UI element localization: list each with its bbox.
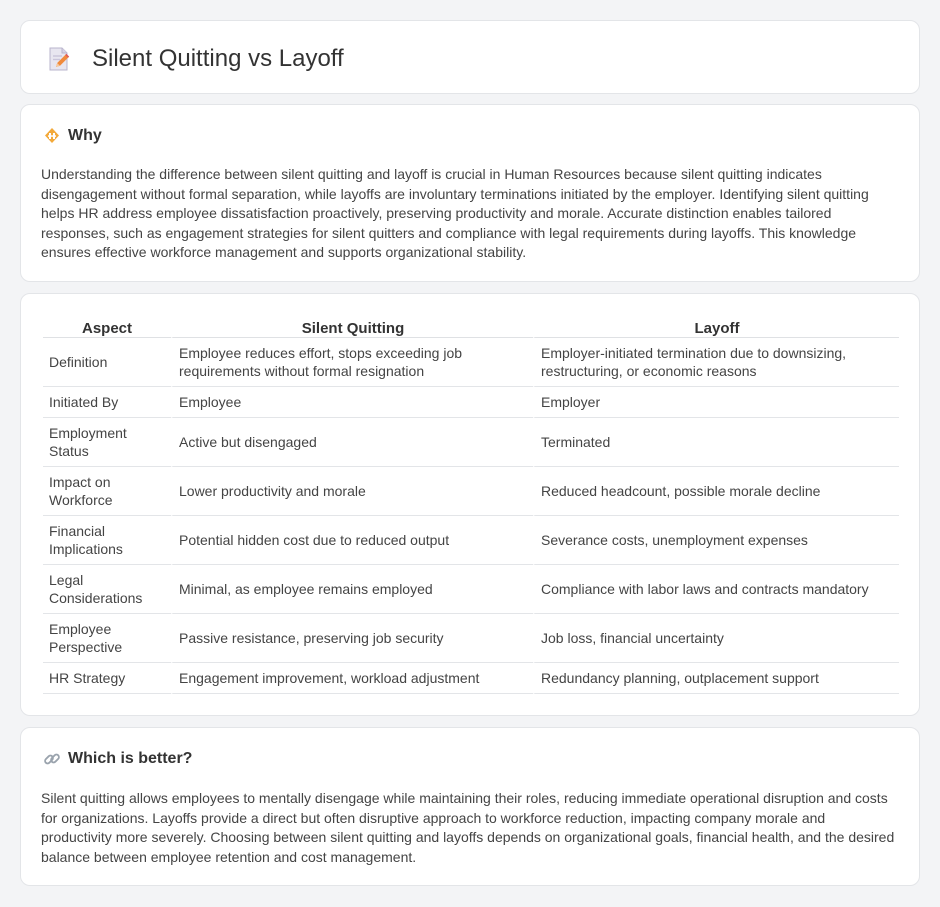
aspect-cell: Employment Status [43, 418, 171, 467]
layoff-cell: Employer [533, 387, 899, 418]
table-row [43, 387, 899, 418]
header-layoff: Layoff [533, 315, 899, 338]
aspect-cell: Employee Perspective [43, 614, 171, 663]
table-header-row [43, 315, 899, 338]
silent-quitting-cell: Lower productivity and morale [171, 467, 533, 516]
header-silent-quitting: Silent Quitting [171, 315, 533, 338]
silent-quitting-cell: Active but disengaged [171, 418, 533, 467]
aspect-cell: HR Strategy [43, 663, 171, 694]
header-card [20, 20, 920, 94]
better-body: Silent quitting allows employees to mentally disengage while maintaining their roles, reducing immediate operational disruption and costs for organizations. Layoffs provide a direct but often disruptive approach to workforce reduction, impacting company morale and productivity more severely. Choosing between silent quitting and layoffs depends on organizational goals, financial health, and the desired balance between employee retention and cost management. [41, 790, 895, 865]
table-row [43, 418, 899, 467]
silent-quitting-cell: Engagement improvement, workload adjustment [171, 663, 533, 694]
comparison-table [43, 315, 899, 694]
why-card [20, 104, 920, 282]
silent-quitting-cell: Minimal, as employee remains employed [171, 565, 533, 614]
aspect-cell: Initiated By [43, 387, 171, 418]
why-heading [43, 125, 102, 147]
aspect-cell: Definition [43, 338, 171, 387]
lightbulb-icon [43, 127, 61, 145]
document-pencil-icon [47, 46, 71, 72]
silent-quitting-cell: Employee [171, 387, 533, 418]
table-row [43, 467, 899, 516]
aspect-cell: Financial Implications [43, 516, 171, 565]
table-row [43, 663, 899, 694]
silent-quitting-cell: Passive resistance, preserving job security [171, 614, 533, 663]
silent-quitting-cell: Potential hidden cost due to reduced output [171, 516, 533, 565]
layoff-cell: Redundancy planning, outplacement support [533, 663, 899, 694]
layoff-cell: Job loss, financial uncertainty [533, 614, 899, 663]
table-row [43, 565, 899, 614]
why-title: Why [68, 127, 102, 144]
which-is-better-card [20, 727, 920, 886]
silent-quitting-cell: Employee reduces effort, stops exceeding job requirements without formal resignation [171, 338, 533, 387]
table-row [43, 614, 899, 663]
layoff-cell: Compliance with labor laws and contracts mandatory [533, 565, 899, 614]
why-body: Understanding the difference between silent quitting and layoff is crucial in Human Resources because silent quitting indicates disengagement without formal separation, while layoffs are involuntary terminations initiated by the employer. Identifying silent quitting helps HR address employee dissatisfaction proactively, preserving productivity and morale. Accurate distinction enables tailored responses, such as engagement strategies for silent quitters and compliance with legal requirements during layoffs. This knowledge ensures effective workforce management and supports organizational stability. [41, 166, 869, 261]
table-row [43, 338, 899, 387]
aspect-cell: Impact on Workforce [43, 467, 171, 516]
layoff-cell: Employer-initiated termination due to downsizing, restructuring, or economic reasons [533, 338, 899, 387]
table-row [43, 516, 899, 565]
layoff-cell: Severance costs, unemployment expenses [533, 516, 899, 565]
header-aspect: Aspect [43, 315, 171, 338]
page-title: Silent Quitting vs Layoff [92, 45, 344, 72]
better-heading [43, 748, 192, 770]
better-title: Which is better? [68, 750, 193, 767]
link-icon [43, 750, 61, 768]
layoff-cell: Reduced headcount, possible morale decline [533, 467, 899, 516]
aspect-cell: Legal Considerations [43, 565, 171, 614]
comparison-card [20, 293, 920, 716]
layoff-cell: Terminated [533, 418, 899, 467]
